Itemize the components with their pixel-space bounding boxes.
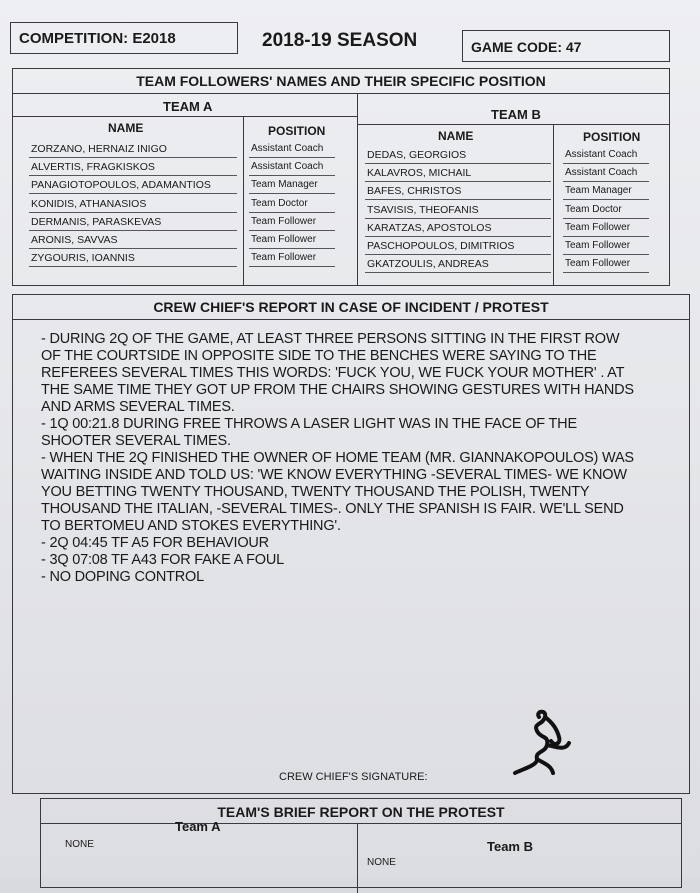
report-line: - 3Q 07:08 TF A43 FOR FAKE A FOUL [41,552,284,568]
team-a-name-header: NAME [108,121,144,135]
follower-position: Team Follower [563,220,649,237]
follower-position: Assistant Coach [249,141,335,158]
team-b-position-header: POSITION [583,130,641,144]
signature-scribble [509,707,579,779]
brief-team-b-label: Team B [487,839,533,854]
report-line: - WHEN THE 2Q FINISHED THE OWNER OF HOME TEAM (MR. GIANNAKOPOULOS) WAS [41,450,634,466]
follower-position: Assistant Coach [249,159,335,176]
col-divider [553,124,554,285]
follower-position: Team Doctor [249,196,335,213]
follower-name: TSAVISIS, THEOFANIS [365,202,551,219]
report-line: - NO DOPING CONTROL [41,569,204,585]
team-a-label: TEAM A [163,99,213,114]
report-line: AND ARMS SEVERAL TIMES. [41,399,235,415]
season-title: 2018-19 SEASON [262,30,418,51]
report-line: - 1Q 00:21.8 DURING FREE THROWS A LASER LIGHT WAS IN THE FACE OF THE [41,416,577,432]
follower-position: Team Follower [249,232,335,249]
follower-name: ZORZANO, HERNAIZ INIGO [29,141,237,158]
follower-name: KARATZAS, APOSTOLOS [365,220,551,237]
follower-name: PANAGIOTOPOULOS, ADAMANTIOS [29,177,237,194]
follower-name: PASCHOPOULOS, DIMITRIOS [365,238,551,255]
follower-position: Assistant Coach [563,147,649,164]
follower-name: GKATZOULIS, ANDREAS [365,256,551,273]
brief-team-a-label: Team A [175,819,221,834]
report-line: YOU BETTING TWENTY THOUSAND, TWENTY THOUSAND THE POLISH, TWENTY [41,484,590,500]
team-divider [357,823,358,893]
follower-position: Team Follower [249,250,335,267]
team-a-position-header: POSITION [268,124,326,138]
follower-name: KONIDIS, ATHANASIOS [29,196,237,213]
follower-name: KALAVROS, MICHAIL [365,165,551,182]
brief-team-b-value: NONE [367,857,396,868]
crew-chief-report-section [12,294,690,794]
follower-position: Team Follower [563,256,649,273]
follower-position: Team Follower [249,214,335,231]
team-b-name-header: NAME [438,129,474,143]
competition-box [10,22,238,54]
brief-team-a-value: NONE [65,839,94,850]
follower-name: BAFES, CHRISTOS [365,183,551,200]
follower-name: DEDAS, GEORGIOS [365,147,551,164]
report-line: THOUSAND THE ITALIAN, -SEVERAL TIMES-. ONLY THE SPANISH IS FAIR. WE'LL SEND [41,501,624,517]
follower-name: DERMANIS, PARASKEVAS [29,214,237,231]
team-divider [357,93,358,285]
follower-name: ALVERTIS, FRAGKISKOS [29,159,237,176]
follower-position: Team Manager [249,177,335,194]
follower-name: ZYGOURIS, IOANNIS [29,250,237,267]
team-followers-section [12,68,670,286]
report-line: TO BERTOMEU AND STOKES EVERYTHING'. [41,518,341,534]
divider [13,93,669,94]
followers-title: TEAM FOLLOWERS' NAMES AND THEIR SPECIFIC POSITION [136,73,546,89]
report-title: CREW CHIEF'S REPORT IN CASE OF INCIDENT / PROTEST [153,299,549,315]
signature-label: CREW CHIEF'S SIGNATURE: [279,771,428,783]
divider [13,116,357,117]
divider [41,823,681,824]
report-line: WAITING INSIDE AND TOLD US: 'WE KNOW EVERYTHING -SEVERAL TIMES- WE KNOW [41,467,627,483]
col-divider [243,116,244,285]
follower-position: Team Manager [563,183,649,200]
game-code-box [462,30,670,62]
follower-position: Assistant Coach [563,165,649,182]
report-line: REFEREES SEVERAL TIMES THIS WORDS: 'FUCK YOU, WE FUCK YOUR MOTHER' . AT [41,365,625,381]
brief-title: TEAM'S BRIEF REPORT ON THE PROTEST [217,804,505,820]
report-line: THE SAME TIME THEY GOT UP FROM THE CHAIRS SHOWING GESTURES WITH HANDS [41,382,634,398]
report-line: SHOOTER SEVERAL TIMES. [41,433,231,449]
team-b-label: TEAM B [491,107,541,122]
game-code-label: GAME CODE: 47 [471,39,582,55]
follower-name: ARONIS, SAVVAS [29,232,237,249]
follower-position: Team Follower [563,238,649,255]
follower-position: Team Doctor [563,202,649,219]
competition-label: COMPETITION: E2018 [19,30,176,47]
divider [13,319,689,320]
brief-report-section [40,798,682,888]
report-line: - 2Q 04:45 TF A5 FOR BEHAVIOUR [41,535,269,551]
report-body [41,331,671,586]
divider [357,124,669,125]
report-line: OF THE COURTSIDE IN OPPOSITE SIDE TO THE BENCHES WERE SAYING TO THE [41,348,597,364]
report-line: - DURING 2Q OF THE GAME, AT LEAST THREE PERSONS SITTING IN THE FIRST ROW [41,331,620,347]
